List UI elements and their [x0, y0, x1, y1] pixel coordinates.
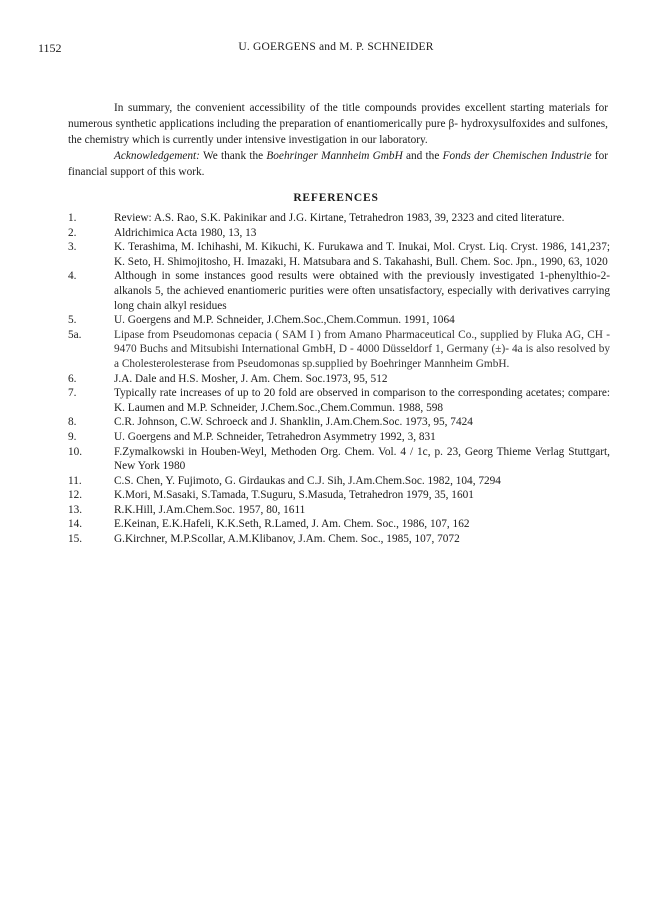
- reference-number: 5a.: [68, 328, 82, 341]
- reference-item: [68, 211, 610, 226]
- ack-text-2: and the: [402, 150, 443, 162]
- reference-text: F.Zymalkowski in Houben-Weyl, Methoden Org. Chem. Vol. 4 / 1c, p. 23, Georg Thieme Verlag Stuttgart, New York 1980: [114, 445, 610, 473]
- reference-item: [68, 240, 610, 269]
- reference-number: 6.: [68, 372, 77, 385]
- reference-text: C.R. Johnson, C.W. Schroeck and J. Shanklin, J.Am.Chem.Soc. 1973, 95, 7424: [114, 416, 473, 429]
- reference-number: 13.: [68, 503, 83, 516]
- reference-item: [68, 328, 610, 372]
- reference-text: Although in some instances good results were obtained with the previously investigated 1-phenylthio-2-alkanols 5, the achieved enantiomeric purities were often unsatisfactory, especially with derivatives carrying long chain alkyl residues: [114, 270, 610, 312]
- acknowledgement-paragraph: [68, 148, 608, 180]
- reference-item: [68, 445, 610, 474]
- references-list: [68, 211, 610, 547]
- reference-text: G.Kirchner, M.P.Scollar, A.M.Klibanov, J.Am. Chem. Soc., 1985, 107, 7072: [114, 533, 460, 546]
- reference-item: [68, 372, 610, 387]
- reference-number: 4.: [68, 270, 77, 283]
- reference-text: Lipase from Pseudomonas cepacia ( SAM I ) from Amano Pharmaceutical Co., supplied by Fluka AG, CH - 9470 Buchs and Mitsubishi International GmbH, D - 4000 Düsseldorf 1, Germany (±)- 4a is also resolved by a Cholesterolesterase from Pseudomonas sp.supplied by Boehringer Mannheim GmbH.: [114, 328, 610, 370]
- reference-text: K. Terashima, M. Ichihashi, M. Kikuchi, K. Furukawa and T. Inukai, Mol. Cryst. Liq. Cryst. 1986, 141,237; K. Seto, H. Shimojitosho, H. Imazaki, H. Matsubara and S. Takahashi, Bull. Chem. Soc. Jpn., 1990, 63, 1020: [114, 241, 610, 268]
- reference-number: 15.: [68, 533, 83, 546]
- reference-number: 2.: [68, 226, 77, 239]
- reference-number: 10.: [68, 445, 83, 458]
- reference-text: Aldrichimica Acta 1980, 13, 13: [114, 226, 257, 239]
- reference-item: [68, 532, 610, 547]
- reference-item: [68, 226, 610, 241]
- reference-number: 11.: [68, 474, 82, 487]
- reference-item: [68, 517, 610, 532]
- reference-number: 3.: [68, 241, 77, 254]
- reference-number: 1.: [68, 212, 77, 224]
- reference-number: 14.: [68, 518, 83, 531]
- reference-text: R.K.Hill, J.Am.Chem.Soc. 1957, 80, 1611: [114, 503, 306, 516]
- reference-text: Typically rate increases of up to 20 fold are observed in comparison to the corresponding acetates; compare: K. Laumen and M.P. Schneider, J.Chem.Soc.,Chem.Commun. 1988, 598: [114, 387, 610, 414]
- reference-text: J.A. Dale and H.S. Mosher, J. Am. Chem. Soc.1973, 95, 512: [114, 372, 388, 385]
- body-text: [68, 100, 608, 180]
- reference-text: U. Goergens and M.P. Schneider, J.Chem.Soc.,Chem.Commun. 1991, 1064: [114, 314, 455, 327]
- reference-item: [68, 488, 610, 503]
- ack-text-3: for financial support of this work.: [68, 150, 609, 178]
- reference-number: 7.: [68, 387, 77, 400]
- page-number: 1152: [38, 41, 62, 55]
- reference-item: [68, 386, 610, 415]
- reference-text: U. Goergens and M.P. Schneider, Tetrahedron Asymmetry 1992, 3, 831: [114, 430, 436, 443]
- reference-number: 5.: [68, 314, 77, 327]
- reference-number: 12.: [68, 489, 83, 502]
- reference-number: 8.: [68, 416, 77, 429]
- ack-fund: Fonds der Chemischen Industrie: [442, 150, 592, 162]
- reference-item: [68, 415, 610, 430]
- reference-text: C.S. Chen, Y. Fujimoto, G. Girdaukas and C.J. Sih, J.Am.Chem.Soc. 1982, 104, 7294: [114, 474, 501, 487]
- running-title: U. GOERGENS and M. P. SCHNEIDER: [238, 41, 434, 53]
- reference-text: Review: A.S. Rao, S.K. Pakinikar and J.G. Kirtane, Tetrahedron 1983, 39, 2323 and cited literature.: [114, 212, 565, 224]
- reference-item: [68, 313, 610, 328]
- reference-text: K.Mori, M.Sasaki, S.Tamada, T.Suguru, S.Masuda, Tetrahedron 1979, 35, 1601: [114, 489, 474, 502]
- reference-item: [68, 503, 610, 518]
- reference-item: [68, 269, 610, 313]
- ack-text-1: We thank the: [199, 150, 267, 162]
- summary-paragraph: In summary, the convenient accessibility of the title compounds provides excellent starting materials for numerous synthetic applications including the preparation of enantiomerically pure β- hydroxysulfoxides and sulfones, the chemistry which is currently under intensive investigation in our laboratory.: [68, 102, 608, 146]
- ack-company: Boehringer Mannheim GmbH: [266, 150, 403, 162]
- reference-item: [68, 474, 610, 489]
- reference-item: [68, 430, 610, 445]
- references-heading: REFERENCES: [293, 192, 379, 204]
- reference-number: 9.: [68, 430, 77, 443]
- reference-text: E.Keinan, E.K.Hafeli, K.K.Seth, R.Lamed, J. Am. Chem. Soc., 1986, 107, 162: [114, 518, 470, 531]
- acknowledgement-label: Acknowledgement:: [114, 150, 200, 162]
